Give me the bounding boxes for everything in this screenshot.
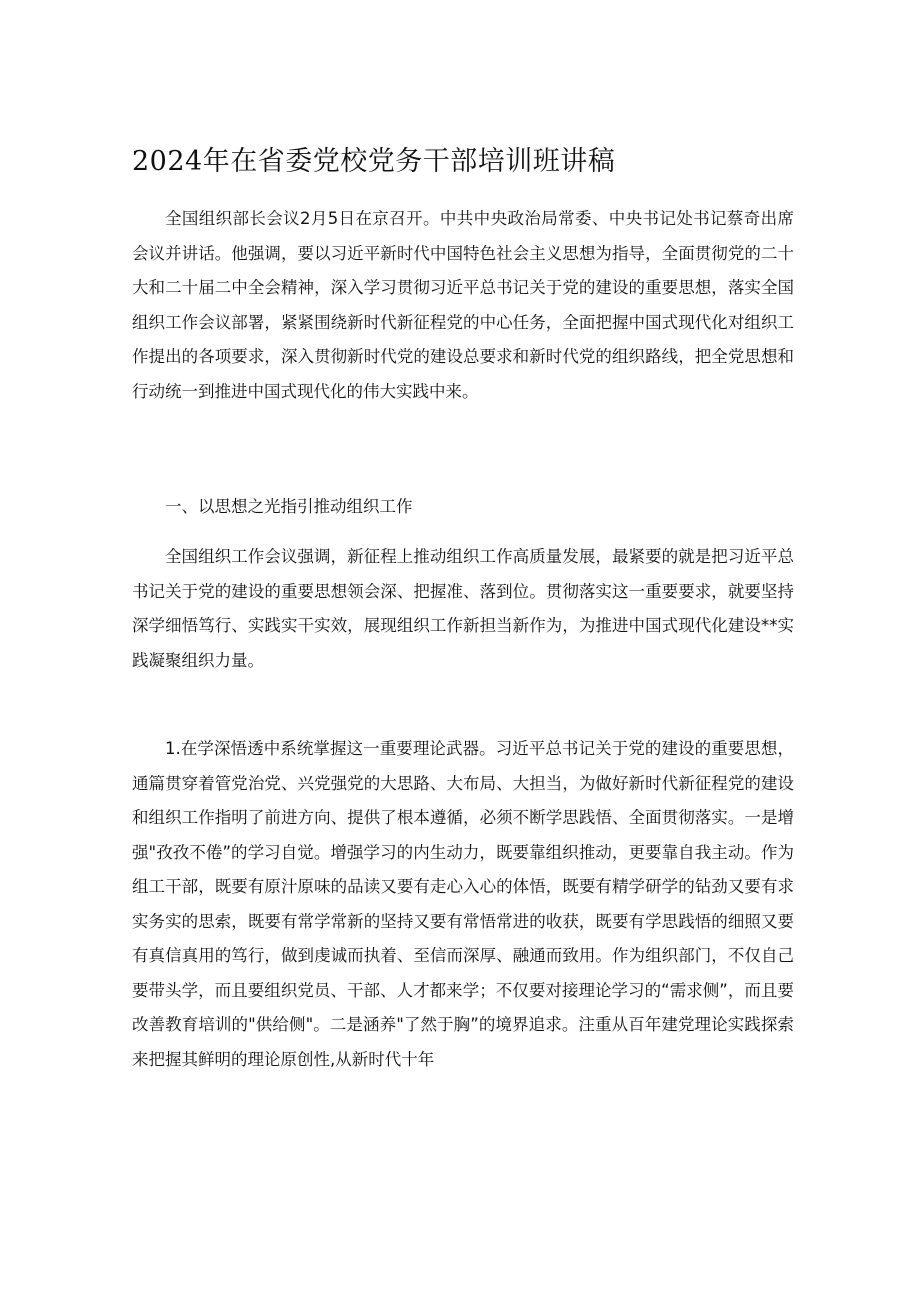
paragraph-section-1-intro: 全国组织工作会议强调，新征程上推动组织工作高质量发展，最紧要的就是把习近平总书记关于党的建设的重要思想领会深、把握准、落到位。贯彻落实这一重要要求，就要坚持深学细悟笃行、实践实干实效，展现组织工作新担当新作为，为推进中国式现代化建设**实践凝聚组织力量。	[132, 547, 794, 670]
section-heading-1: 一、以思想之光指引推动组织工作	[165, 497, 413, 516]
document-title: 2024年在省委党校党务干部培训班讲稿	[132, 146, 616, 177]
paragraph-point-1: 1.在学深悟透中系统掌握这一重要理论武器。习近平总书记关于党的建设的重要思想，通篇贯穿着管党治党、兴党强党的大思路、大布局、大担当，为做好新时代新征程党的建设和组织工作指明了前进方向、提供了根本遵循，必须不断学思践悟、全面贯彻落实。一是增强"孜孜不倦”的学习自觉。增强学习的内生动力，既要靠组织推动，更要靠自我主动。作为组工干部，既要有原汁原味的品读又要有走心入心的体悟，既要有精学研学的钻劲又要有求实务实的思索，既要有常学常新的坚持又要有常悟常进的收获，既要有学思践悟的细照又要有真信真用的笃行，做到虔诚而执着、至信而深厚、融通而致用。作为组织部门，不仅自己要带头学，而且要组织党员、干部、人才都来学；不仅要对接理论学习的“需求侧”，而且要改善教育培训的"供给侧"。二是涵养"了然于胸”的境界追求。注重从百年建党理论实践探索来把握其鲜明的理论原创性,从新时代十年	[132, 739, 794, 1069]
paragraph-intro: 全国组织部长会议2月5日在京召开。中共中央政治局常委、中央书记处书记蔡奇出席会议并讲话。他强调，要以习近平新时代中国特色社会主义思想为指导，全面贯彻党的二十大和二十届二中全会精神，深入学习贯彻习近平总书记关于党的建设的重要思想，落实全国组织工作会议部署，紧紧围绕新时代新征程党的中心任务，全面把握中国式现代化对组织工作提出的各项要求，深入贯彻新时代党的建设总要求和新时代党的组织路线，把全党思想和行动统一到推进中国式现代化的伟大实践中来。	[132, 209, 794, 401]
